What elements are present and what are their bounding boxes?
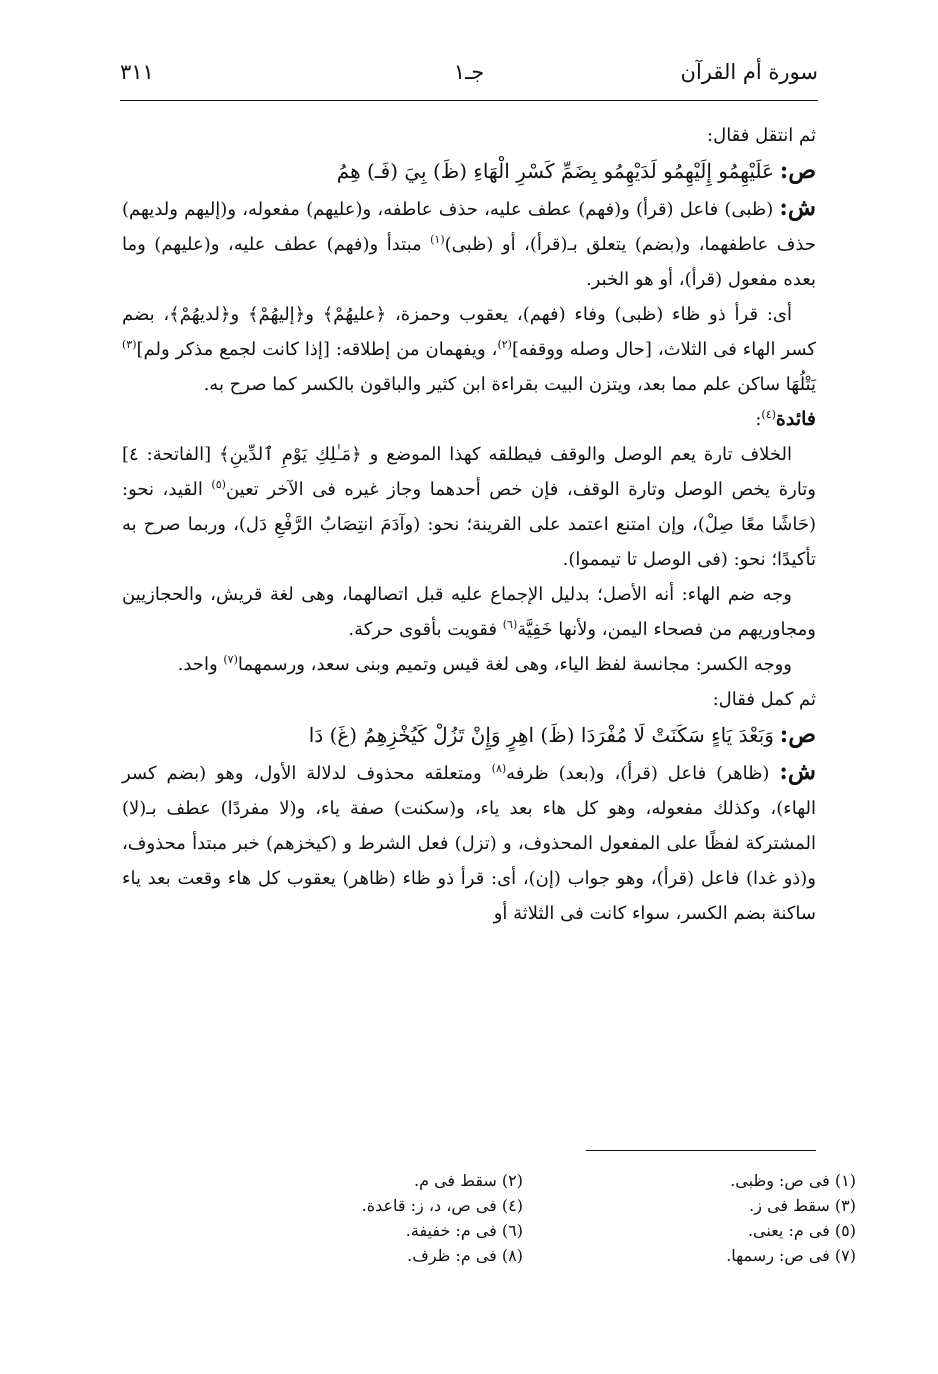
verse-line: [122, 717, 816, 754]
benefit-text: القيد، نحو: (حَاشًا معًا صِلْ)، وإن امتنع اعتمد على القرينة؛ نحو: (وآدَمَ انتِصَابُ الرَّفْعِ دَل)، وربما صرح به تأكيدًا؛ نحو: (فى الوصل تا تيمموا).: [122, 479, 816, 570]
transition-line: [122, 118, 816, 153]
kasra-reason-paragraph: [122, 647, 816, 682]
footnote-ref: (٦): [502, 618, 518, 631]
footnote-item: (٥) فى م: يعنى.: [747, 1221, 856, 1240]
header-divider: [120, 100, 818, 101]
footnote-ref: (٤): [761, 408, 776, 421]
commentary-text: (ظبى) فاعل (قرأ) و(فهم) عطف عليه، حذف عاطفه، و(عليهم) مفعوله، و(إليهم ولديهم) حذف عاطفهما، و(بضم) يتعلق بـ(قرأ)، أو (ظبى): [122, 199, 816, 255]
shin-label: ش:: [779, 758, 816, 785]
benefit-text: الخلاف تارة يعم الوصل والوقف فيطلقه كهذا الموضع و ﴿مَـٰلِكِ يَوْمِ ٱلدِّينِ﴾ [الفاتحة: ٤] وتارة يخص الوصل وتارة الوقف، فإن خص أحدهما وجاز غيره فى الآخر تعين: [122, 444, 817, 500]
kasra-reason-text: ووجه الكسر: مجانسة لفظ الياء، وهى لغة قيس وتميم وبنى سعد، ورسمهما: [237, 654, 792, 675]
verse-text: عَلَيْهِمُو إِلَيْهِمُو لَدَيْهِمُو بِضَمِّ كَسْرِ الْهَاءِ (ظَ) بِيَ (فَـ) هِمُ: [336, 159, 774, 183]
sad-label: ص:: [779, 157, 816, 184]
footnotes-left-column: [230, 1168, 523, 1268]
footnote-item: (٨) فى م: ظرف.: [407, 1246, 523, 1265]
commentary-text: (ظاهر) فاعل (قرأ)، و(بعد) ظرفه: [506, 763, 770, 784]
damma-reason-text: وجه ضم الهاء: أنه الأصل؛ بدليل الإجماع عليه قبل اتصالهما، وهى لغة قريش، والحجازيين ومجاوريهم من فصحاء اليمن، ولأنها خَفِيَّة: [122, 584, 816, 640]
transition-text: ثم كمل فقال:: [712, 689, 816, 710]
kasra-reason-text: واحد.: [177, 654, 224, 675]
explanation-text: أى: قرأ ذو ظاء (ظبى) وفاء (فهم)، يعقوب وحمزة، ﴿عليهُمْ﴾ و﴿إليهُمْ﴾ و﴿لديهُمْ﴾، بضم كسر الهاء فى الثلاث، [حال وصله ووقفه]: [122, 304, 816, 360]
explanation-paragraph: [122, 297, 816, 402]
damma-reason-paragraph: [122, 577, 816, 647]
explanation-text: يَتْلُهَا ساكن علم مما بعد، ويتزن البيت بقراءة ابن كثير والباقون بالكسر كما صرح به.: [203, 374, 816, 395]
page-body: [122, 118, 816, 931]
verse-text: وَبَعْدَ يَاءٍ سَكَنَتْ لَا مُفْرَدَا (ظَ) اهِرٍ وَإِنْ تَزُلْ كَيُخْزِهِمُ (غَ) دَا: [308, 723, 774, 747]
commentary-paragraph: [122, 754, 816, 931]
page-number: ٣١١: [120, 60, 154, 84]
transition-line: [122, 682, 816, 717]
sad-label: ص:: [779, 721, 816, 748]
benefit-paragraph: [122, 437, 816, 577]
footnote-divider: [586, 1150, 816, 1151]
verse-line: [122, 153, 816, 190]
benefit-title: فائدة: [775, 408, 816, 430]
benefit-heading: [122, 402, 816, 437]
volume-label: جـ١: [453, 60, 485, 84]
damma-reason-text: فقويت بأقوى حركة.: [348, 619, 503, 640]
footnote-item: (٤) فى ص، د، ز: قاعدة.: [361, 1196, 523, 1215]
explanation-text: ، ويفهمان من إطلاقه: [إذا كانت لجمع مذكر ولم]: [136, 339, 498, 360]
footnote-ref: (٥): [211, 478, 226, 491]
footnote-ref: (٢): [497, 338, 512, 351]
shin-label: ش:: [779, 194, 816, 221]
footnote-ref: (٧): [223, 653, 238, 666]
footnote-ref: (٣): [122, 338, 137, 351]
page-header: [120, 60, 818, 94]
running-title: سورة أم القرآن: [680, 60, 818, 84]
footnote-ref: (١): [430, 233, 445, 246]
footnote-item: (١) فى ص: وظبى.: [730, 1171, 856, 1190]
commentary-paragraph: [122, 190, 816, 297]
footnote-item: (٣) سقط فى ز.: [749, 1196, 856, 1215]
commentary-text: ومتعلقه محذوف لدلالة الأول، وهو (بضم كسر الهاء)، وكذلك مفعوله، وهو كل هاء بعد ياء، و(سكنت) صفة ياء، و(لا مفردًا) عطف بـ(لا) المشتركة لفظًا على المفعول المحذوف، و (تزل) فعل الشرط و (كيخزهم) خبر مبتدأ محذوف، و(ذو غدا) فاعل (قرأ)، وهو جواب (إن)، أى: قرأ ذو ظاء (ظاهر) يعقوب كل هاء وقعت بعد ياء ساكنة بضم الكسر، سواء كانت فى الثلاثة أو: [122, 763, 816, 924]
footnote-item: (٦) فى م: خفيفة.: [405, 1221, 523, 1240]
footnotes-right-column: [563, 1168, 856, 1268]
footnote-item: (٢) سقط فى م.: [413, 1171, 523, 1190]
commentary-text: مبتدأ و(فهم) عطف عليه، و(عليهم) وما بعده مفعول (قرأ)، أو هو الخبر.: [122, 234, 816, 290]
footnotes: [230, 1168, 856, 1268]
benefit-colon: :: [755, 409, 762, 430]
transition-text: ثم انتقل فقال:: [707, 125, 816, 146]
footnote-ref: (٨): [491, 762, 507, 775]
footnote-item: (٧) فى ص: رسمها.: [726, 1246, 856, 1265]
